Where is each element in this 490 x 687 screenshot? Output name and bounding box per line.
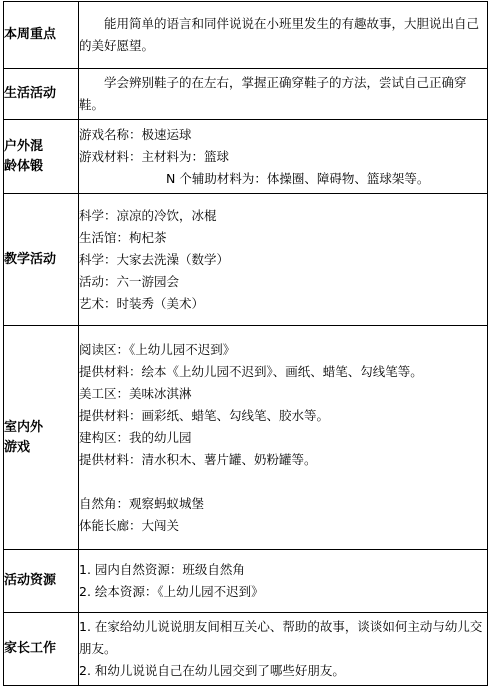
- row-content: [79, 69, 488, 120]
- row-content: [79, 2, 488, 69]
- row-parent-work: [4, 613, 488, 686]
- row-label: 本周重点: [4, 2, 79, 69]
- content-line: 1. 在家给幼儿说说朋友间相互关心、帮助的故事，谈谈如何主动与幼儿交朋友。: [79, 619, 483, 656]
- content-line: 自然角：观察蚂蚁城堡: [79, 495, 205, 511]
- row-label-line: 室内外: [4, 419, 44, 435]
- content-line: 美工区：美味冰淇淋: [79, 385, 192, 401]
- row-content: [79, 120, 488, 194]
- content-line: 提供材料：清水积木、薯片罐、奶粉罐等。: [79, 451, 317, 467]
- row-content: [79, 550, 488, 613]
- content-line: 1. 园内自然资源：班级自然角: [79, 562, 245, 577]
- row-label: 家长工作: [4, 613, 79, 686]
- content-line: 游戏材料：主材料为：篮球: [79, 148, 230, 164]
- row-label: 教学活动: [4, 194, 79, 326]
- row-label-line: 游戏: [4, 439, 31, 455]
- content-paragraph: 学会辨别鞋子的在左右，掌握正确穿鞋子的方法，尝试自己正确穿鞋。: [79, 75, 467, 112]
- row-life-activity: [4, 69, 488, 120]
- content-line: 提供材料：绘本《上幼儿园不迟到》、画纸、蜡笔、勾线笔等。: [79, 363, 423, 379]
- content-line: 生活馆：枸杞茶: [79, 229, 167, 245]
- content-line: 科学：凉凉的冷饮，冰棍: [79, 207, 217, 223]
- row-label-line: 户外混: [4, 138, 44, 154]
- row-content: [79, 326, 488, 550]
- content-line: 游戏名称：极速运球: [79, 126, 192, 142]
- row-activity-resources: [4, 550, 488, 613]
- row-label: [4, 120, 79, 194]
- content-line: 2. 绘本资源：《上幼儿园不迟到》: [79, 584, 264, 599]
- row-teaching-activities: [4, 194, 488, 326]
- content-line: N 个辅助材料为：体操圈、障碍物、篮球架等。: [166, 170, 430, 186]
- row-content: [79, 194, 488, 326]
- content-paragraph: 能用简单的语言和同伴说说在小班里发生的有趣故事，大胆说出自己的美好愿望。: [79, 16, 480, 53]
- content-line: 提供材料：画彩纸、蜡笔、勾线笔、胶水等。: [79, 407, 330, 423]
- blank-line: [79, 471, 487, 493]
- row-label: [4, 326, 79, 550]
- row-outdoor-exercise: [4, 120, 488, 194]
- content-line: 2. 和幼儿说说自己在幼儿园交到了哪些好朋友。: [79, 663, 345, 678]
- row-label: 活动资源: [4, 550, 79, 613]
- content-line: 艺术：时装秀（美术）: [79, 295, 205, 311]
- content-line: 体能长廊：大闯关: [79, 517, 180, 533]
- content-line: 阅读区：《上幼儿园不迟到》: [79, 341, 236, 357]
- content-line: 活动：六一游园会: [79, 273, 180, 289]
- row-content: [79, 613, 488, 686]
- row-label-line: 龄体锻: [4, 158, 44, 174]
- content-line: 科学：大家去洗澡（数学）: [79, 251, 230, 267]
- row-label: 生活活动: [4, 69, 79, 120]
- content-line: 建构区：我的幼儿园: [79, 429, 192, 445]
- weekly-plan-table: [3, 1, 488, 686]
- row-weekly-focus: [4, 2, 488, 69]
- row-indoor-outdoor-games: [4, 326, 488, 550]
